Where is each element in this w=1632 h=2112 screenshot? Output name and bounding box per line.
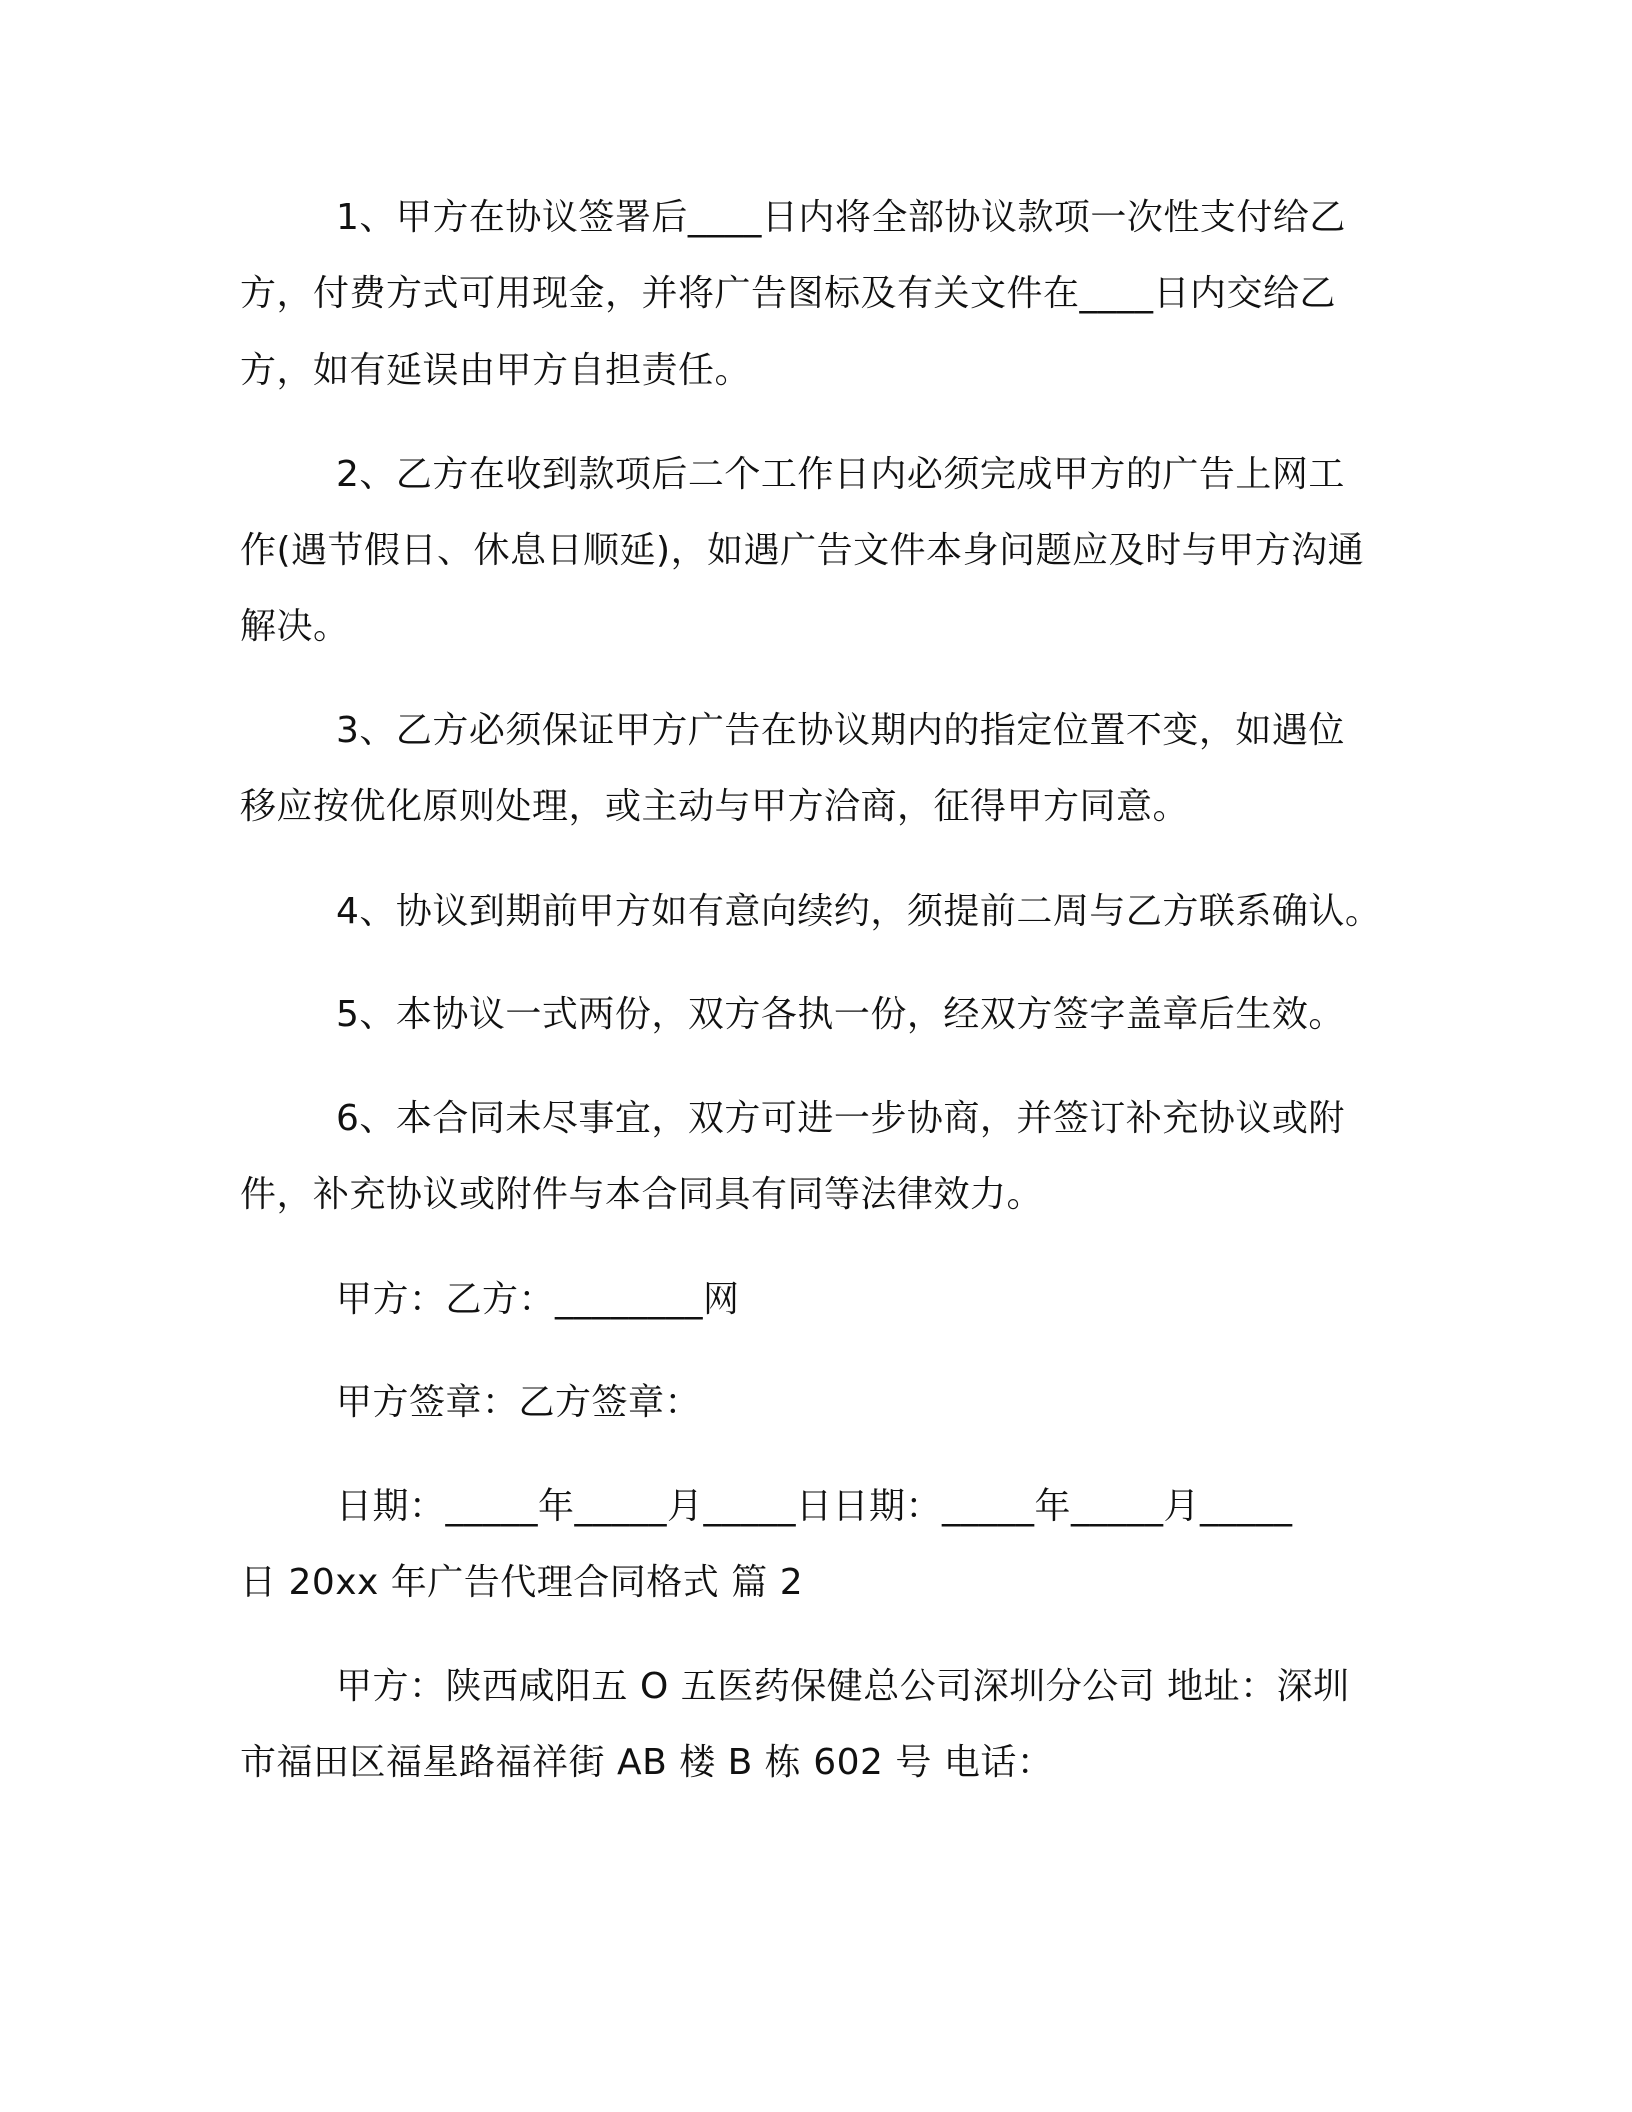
party-a-info-line-2: 市福田区福星路福祥街 AB 楼 B 栋 602 号 电话： — [240, 1742, 1054, 1783]
clause-2-line-3: 解决。 — [240, 606, 350, 647]
party-names: 甲方：乙方：________网 — [336, 1279, 740, 1320]
clause-3-line-2: 移应按优化原则处理，或主动与甲方洽商，征得甲方同意。 — [240, 786, 1190, 827]
clause-1-line-2: 方，付费方式可用现金，并将广告图标及有关文件在____日内交给乙 — [240, 273, 1337, 314]
clause-6-line-2: 件，补充协议或附件与本合同具有同等法律效力。 — [240, 1174, 1044, 1215]
clause-2-line-1: 2、乙方在收到款项后二个工作日内必须完成甲方的广告上网工 — [336, 454, 1345, 495]
clause-1-line-1: 1、甲方在协议签署后____日内将全部协议款项一次性支付给乙 — [336, 197, 1346, 238]
clause-1-line-3: 方，如有延误由甲方自担责任。 — [240, 350, 752, 391]
clause-3-line-1: 3、乙方必须保证甲方广告在协议期内的指定位置不变，如遇位 — [336, 710, 1345, 751]
clause-4: 4、协议到期前甲方如有意向续约，须提前二周与乙方联系确认。 — [336, 891, 1382, 932]
party-a-info-line-1: 甲方：陕西咸阳五 O 五医药保健总公司深圳分公司 地址：深圳 — [336, 1666, 1350, 1707]
party-seals: 甲方签章：乙方签章： — [336, 1382, 702, 1423]
clause-5: 5、本协议一式两份，双方各执一份，经双方签字盖章后生效。 — [336, 994, 1345, 1035]
clause-2-line-2: 作(遇节假日、休息日顺延)，如遇广告文件本身问题应及时与甲方沟通 — [240, 530, 1365, 571]
clause-6-line-1: 6、本合同未尽事宜，双方可进一步协商，并签订补充协议或附 — [336, 1098, 1345, 1139]
dates-line-1: 日期：_____年_____月_____日日期：_____年_____月_____ — [336, 1486, 1293, 1527]
dates-line-2-section-title: 日 20xx 年广告代理合同格式 篇 2 — [240, 1562, 804, 1603]
